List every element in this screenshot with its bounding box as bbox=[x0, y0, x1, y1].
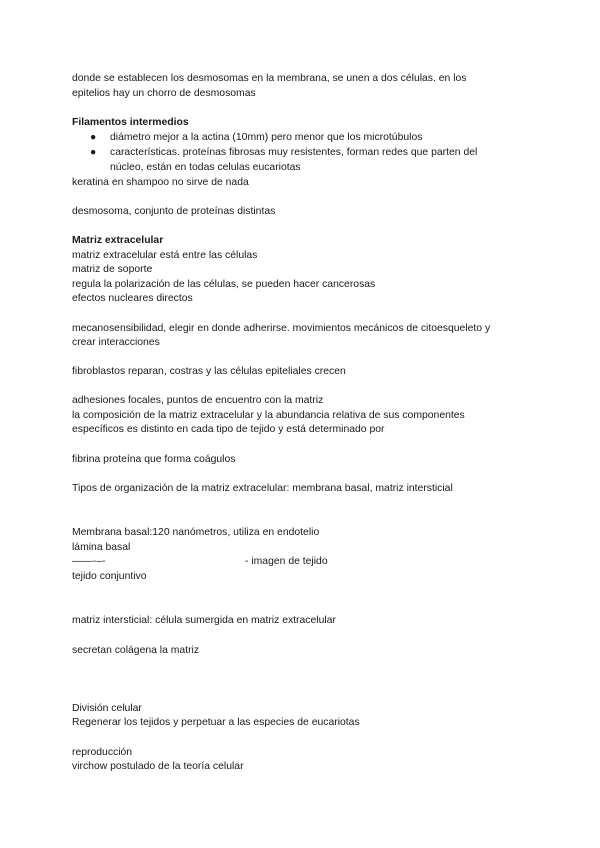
tejido-line: tejido conjuntivo bbox=[72, 571, 147, 582]
regenerar-line: Regenerar los tejidos y perpetuar a las especies de eucariotas bbox=[72, 717, 360, 728]
matriz-line: regula la polarización de las células, se pueden hacer cancerosas bbox=[72, 279, 376, 290]
virchow-line: virchow postulado de la teoría celular bbox=[72, 761, 244, 772]
dashes-line: ——-–- bbox=[72, 556, 106, 567]
keratina-line: keratina en shampoo no sirve de nada bbox=[72, 177, 249, 188]
bullet-icon: ● bbox=[90, 147, 97, 158]
tipos-line: Tipos de organización de la matriz extracelular: membrana basal, matriz intersticial bbox=[72, 483, 453, 494]
secretan-line: secretan colágena la matriz bbox=[72, 645, 200, 656]
bullet-text: características. proteínas fibrosas muy resistentes, forman redes que parten del bbox=[110, 147, 478, 158]
adhesiones-line: específicos es distinto en cada tipo de tejido y está determinado por bbox=[72, 424, 385, 435]
desmosoma-line: desmosoma, conjunto de proteínas distintas bbox=[72, 206, 276, 217]
membrana-basal-line: Membrana basal:120 nanómetros, utiliza en endotelio bbox=[72, 527, 320, 538]
matriz-line: matriz de soporte bbox=[72, 264, 153, 275]
bullet-text: núcleo, están en todas celulas eucariotas bbox=[110, 162, 301, 173]
fibrina-line: fibrina proteína que forma coágulos bbox=[72, 454, 236, 465]
desmosomas-line-2: epitelios hay un chorro de desmosomas bbox=[72, 88, 256, 99]
mecano-line-2: crear interacciones bbox=[72, 337, 160, 348]
adhesiones-line: adhesiones focales, puntos de encuentro con la matriz bbox=[72, 395, 324, 406]
bullet-icon: ● bbox=[90, 132, 97, 143]
imagen-note: - imagen de tejido bbox=[245, 556, 328, 567]
mecano-line-1: mecanosensibilidad, elegir en donde adherirse. movimientos mecánicos de citoesqueleto y bbox=[72, 323, 491, 334]
fibroblastos-line: fibroblastos reparan, costras y las células epiteliales crecen bbox=[72, 366, 346, 377]
matriz-heading: Matriz extracelular bbox=[72, 235, 164, 246]
reproduccion-line: reproducción bbox=[72, 747, 133, 758]
matriz-line: matriz extracelular está entre las células bbox=[72, 250, 258, 261]
intersticial-line: matriz intersticial: célula sumergida en matriz extracelular bbox=[72, 615, 336, 626]
filamentos-heading: Filamentos intermedios bbox=[72, 117, 189, 128]
matriz-line: efectos nucleares directos bbox=[72, 293, 193, 304]
lamina-basal-line: lámina basal bbox=[72, 542, 131, 553]
division-line: División celular bbox=[72, 703, 142, 714]
desmosomas-line-1: donde se establecen los desmosomas en la membrana, se unen a dos células. en los bbox=[72, 73, 467, 84]
adhesiones-line: la composición de la matriz extracelular y la abundancia relativa de sus componentes bbox=[72, 410, 465, 421]
bullet-text: diámetro mejor a la actina (10mm) pero menor que los microtúbulos bbox=[110, 132, 423, 143]
